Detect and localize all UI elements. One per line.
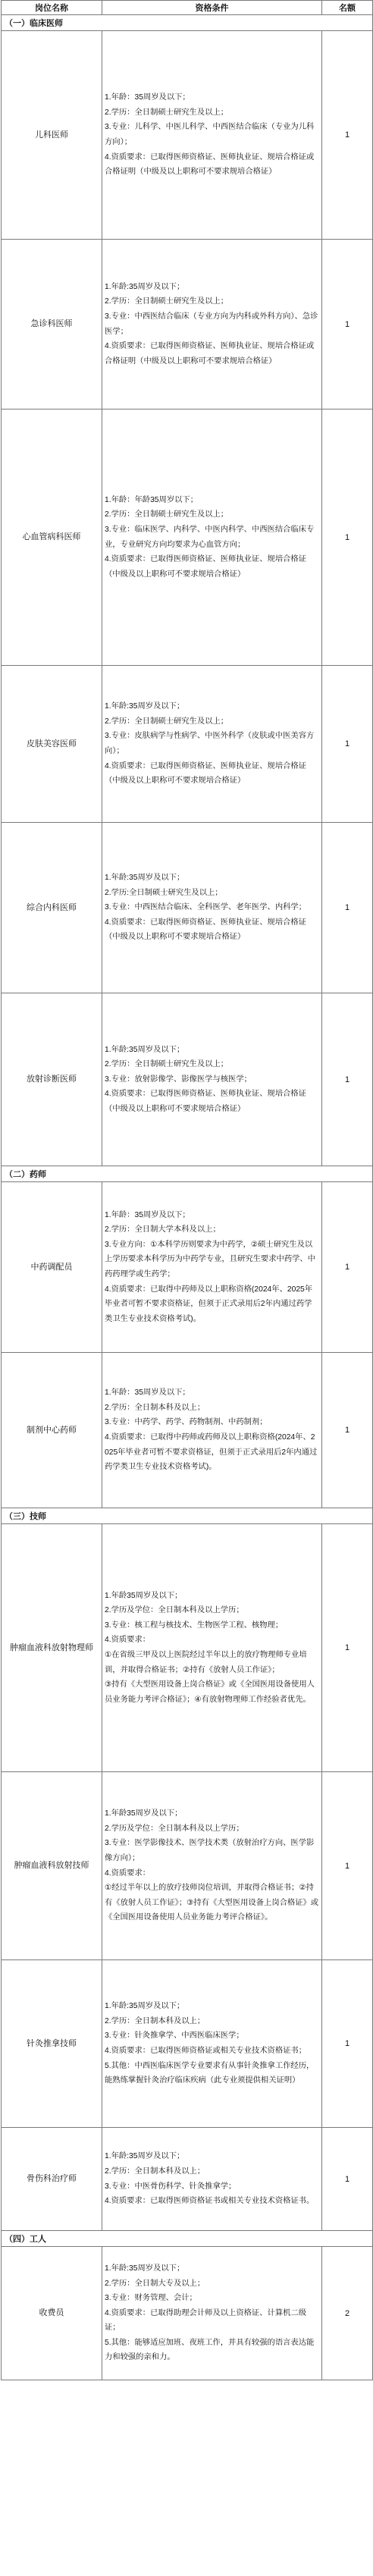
section-header-row	[2, 1508, 373, 1524]
requirements-cell	[102, 1524, 322, 1772]
header-position: 岗位名称	[2, 1, 102, 15]
requirement-line: 4.资质要求：已取得助理会计师及以上资格证、计算机二级证；	[105, 2308, 307, 2333]
requirements-cell	[102, 409, 322, 666]
requirement-line: 4.资质要求：	[105, 1868, 151, 1878]
requirements-cell	[102, 666, 322, 823]
requirement-line: 1.年龄:35周岁及以下；	[105, 874, 185, 883]
position-count: 1	[322, 823, 373, 993]
requirement-line: 4.资质要求：已取得医师资格证、医师执业证、规培合格证或合格证明（中级及以上职称可不要求规培合格证）	[105, 152, 315, 177]
requirement-line: 3.专业：中医骨伤科学、针灸推拿学；	[105, 2182, 237, 2191]
requirement-line: 4.资质要求：已取得医师资格证、医师执业证、规培合格证（中级及以上职称可不要求规培合格证）	[105, 555, 307, 579]
position-count: 1	[322, 1182, 373, 1353]
requirement-line: 1.年龄：35周岁及以下；	[105, 1210, 190, 1219]
requirement-line: 3.专业：针灸推拿学、中西医临床医学；	[105, 2032, 244, 2041]
requirement-line: 1.年龄：年龄35周岁以下；	[105, 495, 199, 504]
requirement-line: 3.专业：皮肤病学与性病学、中医外科学（皮肤或中医美容方向）；	[105, 732, 315, 755]
recruitment-page	[1, 0, 372, 2380]
requirements-cell	[102, 823, 322, 993]
requirement-line: 3.专业：中西医结合临床（专业方向为内科或外科方向）、急诊医学；	[105, 312, 318, 336]
requirements-cell	[102, 1353, 322, 1508]
position-name: 骨伤科治疗师	[2, 2128, 102, 2231]
requirement-line: 1.年龄35周岁及以下；	[105, 1809, 183, 1818]
requirements-cell	[102, 1960, 322, 2128]
position-count: 1	[322, 1353, 373, 1508]
requirement-line: 4.资质要求：已取得中药师或药师及以上职称资格(2024年、2025年毕业者可暂不要求资格证，但须于正式录用后2年内通过药学类卫生专业技术资格考试)。	[105, 1433, 318, 1472]
table-row	[2, 31, 373, 240]
position-count: 1	[322, 993, 373, 1166]
requirement-line: ①经过半年以上的放疗技师岗位培训，并取得合格证书；②持有《放射人员工作证》；③持有《大型医用设备上岗合格证》或《全国医用设备使用人员业务能力考评合格证》。	[105, 1884, 319, 1922]
position-name: 放射诊断医师	[2, 993, 102, 1166]
requirement-line: 2.学历：全日制本科及以上；	[105, 2016, 205, 2025]
requirement-line: 2.学历及学位：全日制本科及以上学历；	[105, 1606, 244, 1615]
position-count: 1	[322, 1524, 373, 1772]
position-count: 2	[322, 2247, 373, 2380]
requirement-line: 3.专业：中药学、药学、药物制剂、中药制剂；	[105, 1418, 268, 1427]
position-count: 1	[322, 666, 373, 823]
table-row	[2, 993, 373, 1166]
table-row	[2, 2128, 373, 2231]
requirement-line: 1.年龄：35周岁及以下；	[105, 1388, 190, 1398]
requirements-cell	[102, 240, 322, 409]
requirement-line: 3.专业：放射影像学、影像医学与核医学；	[105, 1075, 252, 1084]
table-header-row	[2, 1, 373, 15]
requirement-line: 3.专业方向：①本科学历则要求为中药学，②硕士研究生及以上学历要求本科学历为中药学专业，且研究生要求中药学、中药药理学或生药学；	[105, 1240, 316, 1279]
requirement-line: 1.年龄:35周岁及以下；	[105, 2002, 185, 2011]
requirements-cell	[102, 1772, 322, 1960]
table-row	[2, 2247, 373, 2380]
requirement-line: 2.学历：全日制大学本科及以上；	[105, 1225, 221, 1235]
requirement-line: ①在省级三甲及以上医院经过半年以上的放疗物理师专业培训，并取得合格证书；②持有《放射人员工作证》；	[105, 1651, 307, 1674]
position-count: 1	[322, 31, 373, 240]
requirement-line: 2.学历：全日制大专及以上；	[105, 2279, 205, 2288]
requirement-line: 4.资质要求：已取得医师资格证、医师执业证、规培合格证（中级及以上职称可不要求规培合格证）	[105, 918, 307, 942]
table-row	[2, 1772, 373, 1960]
requirement-line: 4.资质要求：已取得中药师及以上职称资格(2024年、2025年毕业者可暂不要求资格证，但须于正式录用后2年内通过药学类卫生专业技术资格考试)。	[105, 1285, 313, 1323]
position-name: 针灸推拿技师	[2, 1960, 102, 2128]
section-title: （二）药师	[2, 1166, 373, 1182]
requirement-line: 2.学历：全日制硕士研究生及以上；	[105, 717, 229, 726]
position-name: 儿科医师	[2, 31, 102, 240]
requirement-line: 4.资质要求：已取得医师资格证、医师执业证、规培合格证（中级及以上职称可不要求规培合格证）	[105, 761, 307, 786]
requirement-line: 1.年龄:35周岁及以下；	[105, 1045, 185, 1054]
position-name: 肿瘤血液科放射物理师	[2, 1524, 102, 1772]
positions-table	[1, 0, 373, 2380]
section-header-row	[2, 15, 373, 31]
table-row	[2, 666, 373, 823]
requirement-line: 2.学历：全日制硕士研究生及以上；	[105, 108, 229, 117]
requirement-line: 3.专业：中西医结合临床、全科医学、老年医学、内科学；	[105, 903, 307, 912]
requirement-line: 4.资质要求：已取得医师资格证、医师执业证、规培合格证或合格证明（中级及以上职称可不要求规培合格证）	[105, 342, 315, 366]
requirement-line: 2.学历：全日制硕士研究生及以上；	[105, 510, 229, 519]
requirement-line: 2.学历:全日制硕士研究生及以上；	[105, 888, 223, 897]
table-row	[2, 1524, 373, 1772]
positions-table-body	[2, 1, 373, 2380]
requirement-line: 3.专业：临床医学、内科学、中医内科学、中西医结合临床专业，专业研究方向均要求为心血管方向；	[105, 525, 315, 549]
requirement-line: 4.资质要求：已取得医师资格证或相关专业技术资格证书；	[105, 2047, 307, 2055]
position-count: 1	[322, 2128, 373, 2231]
position-name: 急诊科医师	[2, 240, 102, 409]
table-row	[2, 1353, 373, 1508]
requirement-line: 4.资质要求：已取得医师资格证书或相关专业技术资格证书。	[105, 2197, 315, 2206]
requirement-line: 1.年龄35周岁及以下；	[105, 1591, 183, 1600]
position-name: 制剂中心药师	[2, 1353, 102, 1508]
requirement-line: 2.学历及学位：全日制本科及以上学历；	[105, 1824, 244, 1833]
requirement-line: 1.年龄：35周岁及以下；	[105, 93, 190, 102]
requirement-line: 2.学历：全日制本科及以上；	[105, 2167, 205, 2176]
position-count: 1	[322, 1772, 373, 1960]
requirement-line: 2.学历：全日制本科及以上；	[105, 1403, 205, 1412]
position-count: 1	[322, 409, 373, 666]
position-count: 1	[322, 240, 373, 409]
position-name: 肿瘤血液科放射技师	[2, 1772, 102, 1960]
table-row	[2, 1182, 373, 1353]
position-name: 中药调配员	[2, 1182, 102, 1353]
requirements-cell	[102, 31, 322, 240]
requirement-line: 1.年龄:35周岁及以下；	[105, 282, 185, 291]
position-name: 综合内科医师	[2, 823, 102, 993]
requirement-line: 2.学历：全日制硕士研究生及以上；	[105, 297, 229, 306]
table-row	[2, 1960, 373, 2128]
section-title: （三）技师	[2, 1508, 373, 1524]
requirement-line: 3.专业：医学影像技术、医学技术类（放射治疗方向、医学影像方向）；	[105, 1839, 315, 1862]
requirement-line: 2.学历：全日制硕士研究生及以上；	[105, 1060, 229, 1069]
position-name: 皮肤美容医师	[2, 666, 102, 823]
requirement-line: 1.年龄:35周岁及以下；	[105, 2264, 185, 2273]
requirements-cell	[102, 993, 322, 1166]
requirements-cell	[102, 1182, 322, 1353]
requirement-line: 4.资质要求：	[105, 1636, 151, 1645]
requirement-line: 3.专业：儿科学、中医儿科学、中西医结合临床（专业为儿科方向）；	[105, 123, 315, 146]
requirement-line: 3.专业：财务管理、会计；	[105, 2294, 197, 2303]
requirements-cell	[102, 2247, 322, 2380]
position-name: 收费员	[2, 2247, 102, 2380]
table-row	[2, 240, 373, 409]
requirement-line: 4.资质要求：已取得医师资格证、医师执业证、规培合格证（中级及以上职称可不要求规培合格证）	[105, 1090, 307, 1113]
position-name: 心血管病科医师	[2, 409, 102, 666]
section-title: （一）临床医师	[2, 15, 373, 31]
position-count: 1	[322, 1960, 373, 2128]
section-header-row	[2, 1166, 373, 1182]
requirement-line: ③持有《大型医用设备上岗合格证》或《全国医用设备使用人员业务能力考评合格证》；④有放射物理师工作经验者优先。	[105, 1680, 315, 1704]
requirement-line: 3.专业：核工程与核技术、生物医学工程、核物理；	[105, 1621, 284, 1630]
header-requirements: 资格条件	[102, 1, 322, 15]
requirement-line: 5.其他：中西医临床医学专业要求有从事针灸推拿工作经历，能熟练掌握针灸治疗临床疾病（此专业须提供相关证明）	[105, 2061, 315, 2085]
header-count: 名额	[322, 1, 373, 15]
requirement-line: 5.其他：能够适应加班、夜班工作，并具有较强的语言表达能力和较强的亲和力。	[105, 2338, 315, 2362]
table-row	[2, 409, 373, 666]
requirements-cell	[102, 2128, 322, 2231]
requirement-line: 1.年龄:35周岁及以下；	[105, 702, 185, 711]
section-header-row	[2, 2231, 373, 2247]
section-title: （四）工人	[2, 2231, 373, 2247]
requirement-line: 1.年龄:35周岁及以下；	[105, 2152, 185, 2161]
table-row	[2, 823, 373, 993]
